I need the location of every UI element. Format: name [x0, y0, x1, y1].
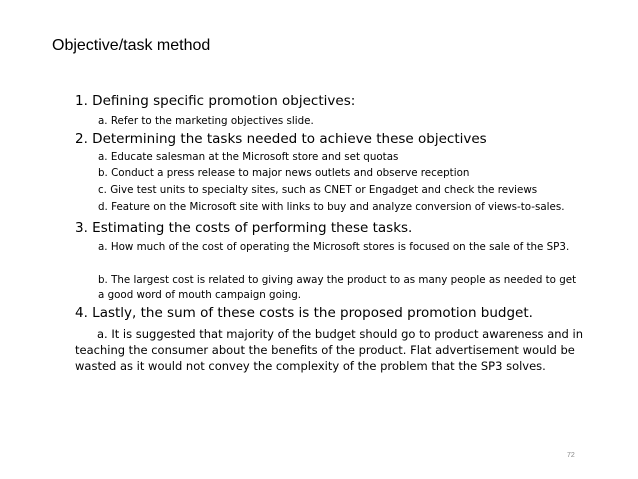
item-2-sub-d: d. Feature on the Microsoft site with links to buy and analyze conversion of views-to-sales.	[98, 201, 565, 213]
item-2-heading: 2. Determining the tasks needed to achieve these objectives	[75, 131, 487, 147]
item-3-sub-a: a. How much of the cost of operating the Microsoft stores is focused on the sale of the SP3.	[98, 241, 570, 253]
item-2-sub-c: c. Give test units to specialty sites, such as CNET or Engadget and check the reviews	[98, 184, 538, 196]
page-number: 72	[567, 452, 575, 459]
item-4-heading: 4. Lastly, the sum of these costs is the proposed promotion budget.	[75, 305, 533, 321]
item-4-paragraph: a. It is suggested that majority of the budget should go to product awareness and in teaching the consumer about the benefits of the product. Flat advertisement would be wasted as it would not convey the complexity of the problem that the SP3 solves.	[75, 327, 583, 373]
item-1-sub-a: a. Refer to the marketing objectives slide.	[98, 115, 314, 127]
item-1-heading: 1. Defining specific promotion objectives:	[75, 93, 356, 109]
item-3-sub-b: b. The largest cost is related to giving away the product to as many people as needed to get a good word of mouth campaign going.	[98, 274, 577, 301]
item-2-sub-a: a. Educate salesman at the Microsoft store and set quotas	[98, 151, 399, 163]
item-3-heading: 3. Estimating the costs of performing these tasks.	[75, 220, 413, 236]
slide-title: Objective/task method	[52, 37, 211, 54]
item-2-sub-b: b. Conduct a press release to major news outlets and observe reception	[98, 167, 470, 179]
